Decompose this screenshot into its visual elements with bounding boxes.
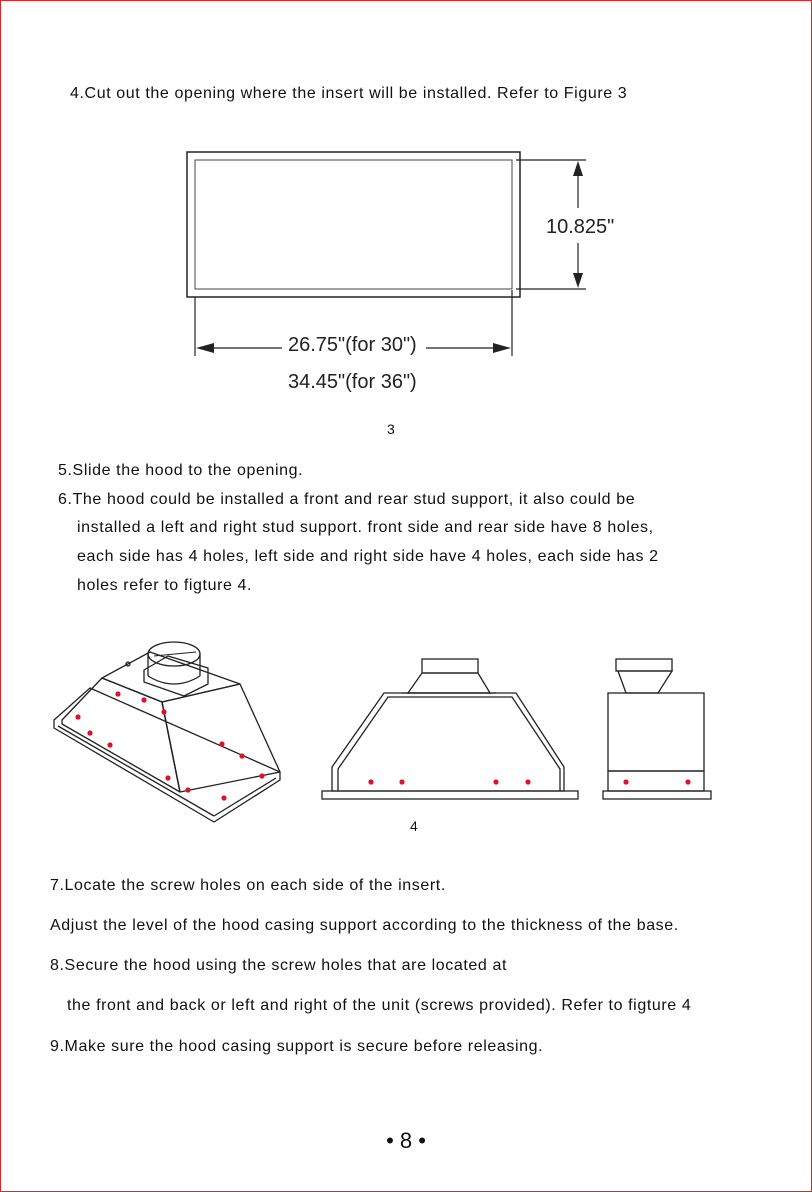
figure-4-hood-isometric bbox=[50, 632, 290, 832]
figure-4-hood-front-view bbox=[318, 655, 588, 805]
step-6-line-3: each side has 4 holes, left side and right side have 4 holes, each side has 2 bbox=[77, 548, 659, 565]
step-6-line-4: holes refer to figture 4. bbox=[77, 577, 253, 594]
step-8-line-2: the front and back or left and right of the unit (screws provided). Refer to figture 4 bbox=[67, 997, 692, 1014]
step-9-text: 9.Make sure the hood casing support is secure before releasing. bbox=[50, 1038, 544, 1055]
step-4-text: 4.Cut out the opening where the insert will be installed. Refer to Figure 3 bbox=[70, 85, 628, 102]
step-6-line-1: 6.The hood could be installed a front and rear stud support, it also could be bbox=[58, 491, 636, 508]
figure-4-label: 4 bbox=[410, 818, 418, 834]
figure-3-drawing bbox=[0, 0, 812, 420]
width-dimension-30: 26.75"(for 30") bbox=[288, 334, 417, 356]
figure-3-label: 3 bbox=[387, 421, 395, 437]
step-8-line-1: 8.Secure the hood using the screw holes that are located at bbox=[50, 957, 508, 974]
figure-4-hood-side-view bbox=[600, 655, 720, 805]
height-dimension: 10.825" bbox=[546, 216, 615, 238]
step-7-adjust-text: Adjust the level of the hood casing support according to the thickness of the base. bbox=[50, 917, 679, 934]
step-7-text: 7.Locate the screw holes on each side of the insert. bbox=[50, 877, 446, 894]
width-dimension-36: 34.45"(for 36") bbox=[288, 371, 417, 393]
page-number: • 8 • bbox=[386, 1128, 426, 1153]
step-6-line-2: installed a left and right stud support. front side and rear side have 8 holes, bbox=[77, 519, 654, 536]
step-5-text: 5.Slide the hood to the opening. bbox=[58, 462, 304, 479]
